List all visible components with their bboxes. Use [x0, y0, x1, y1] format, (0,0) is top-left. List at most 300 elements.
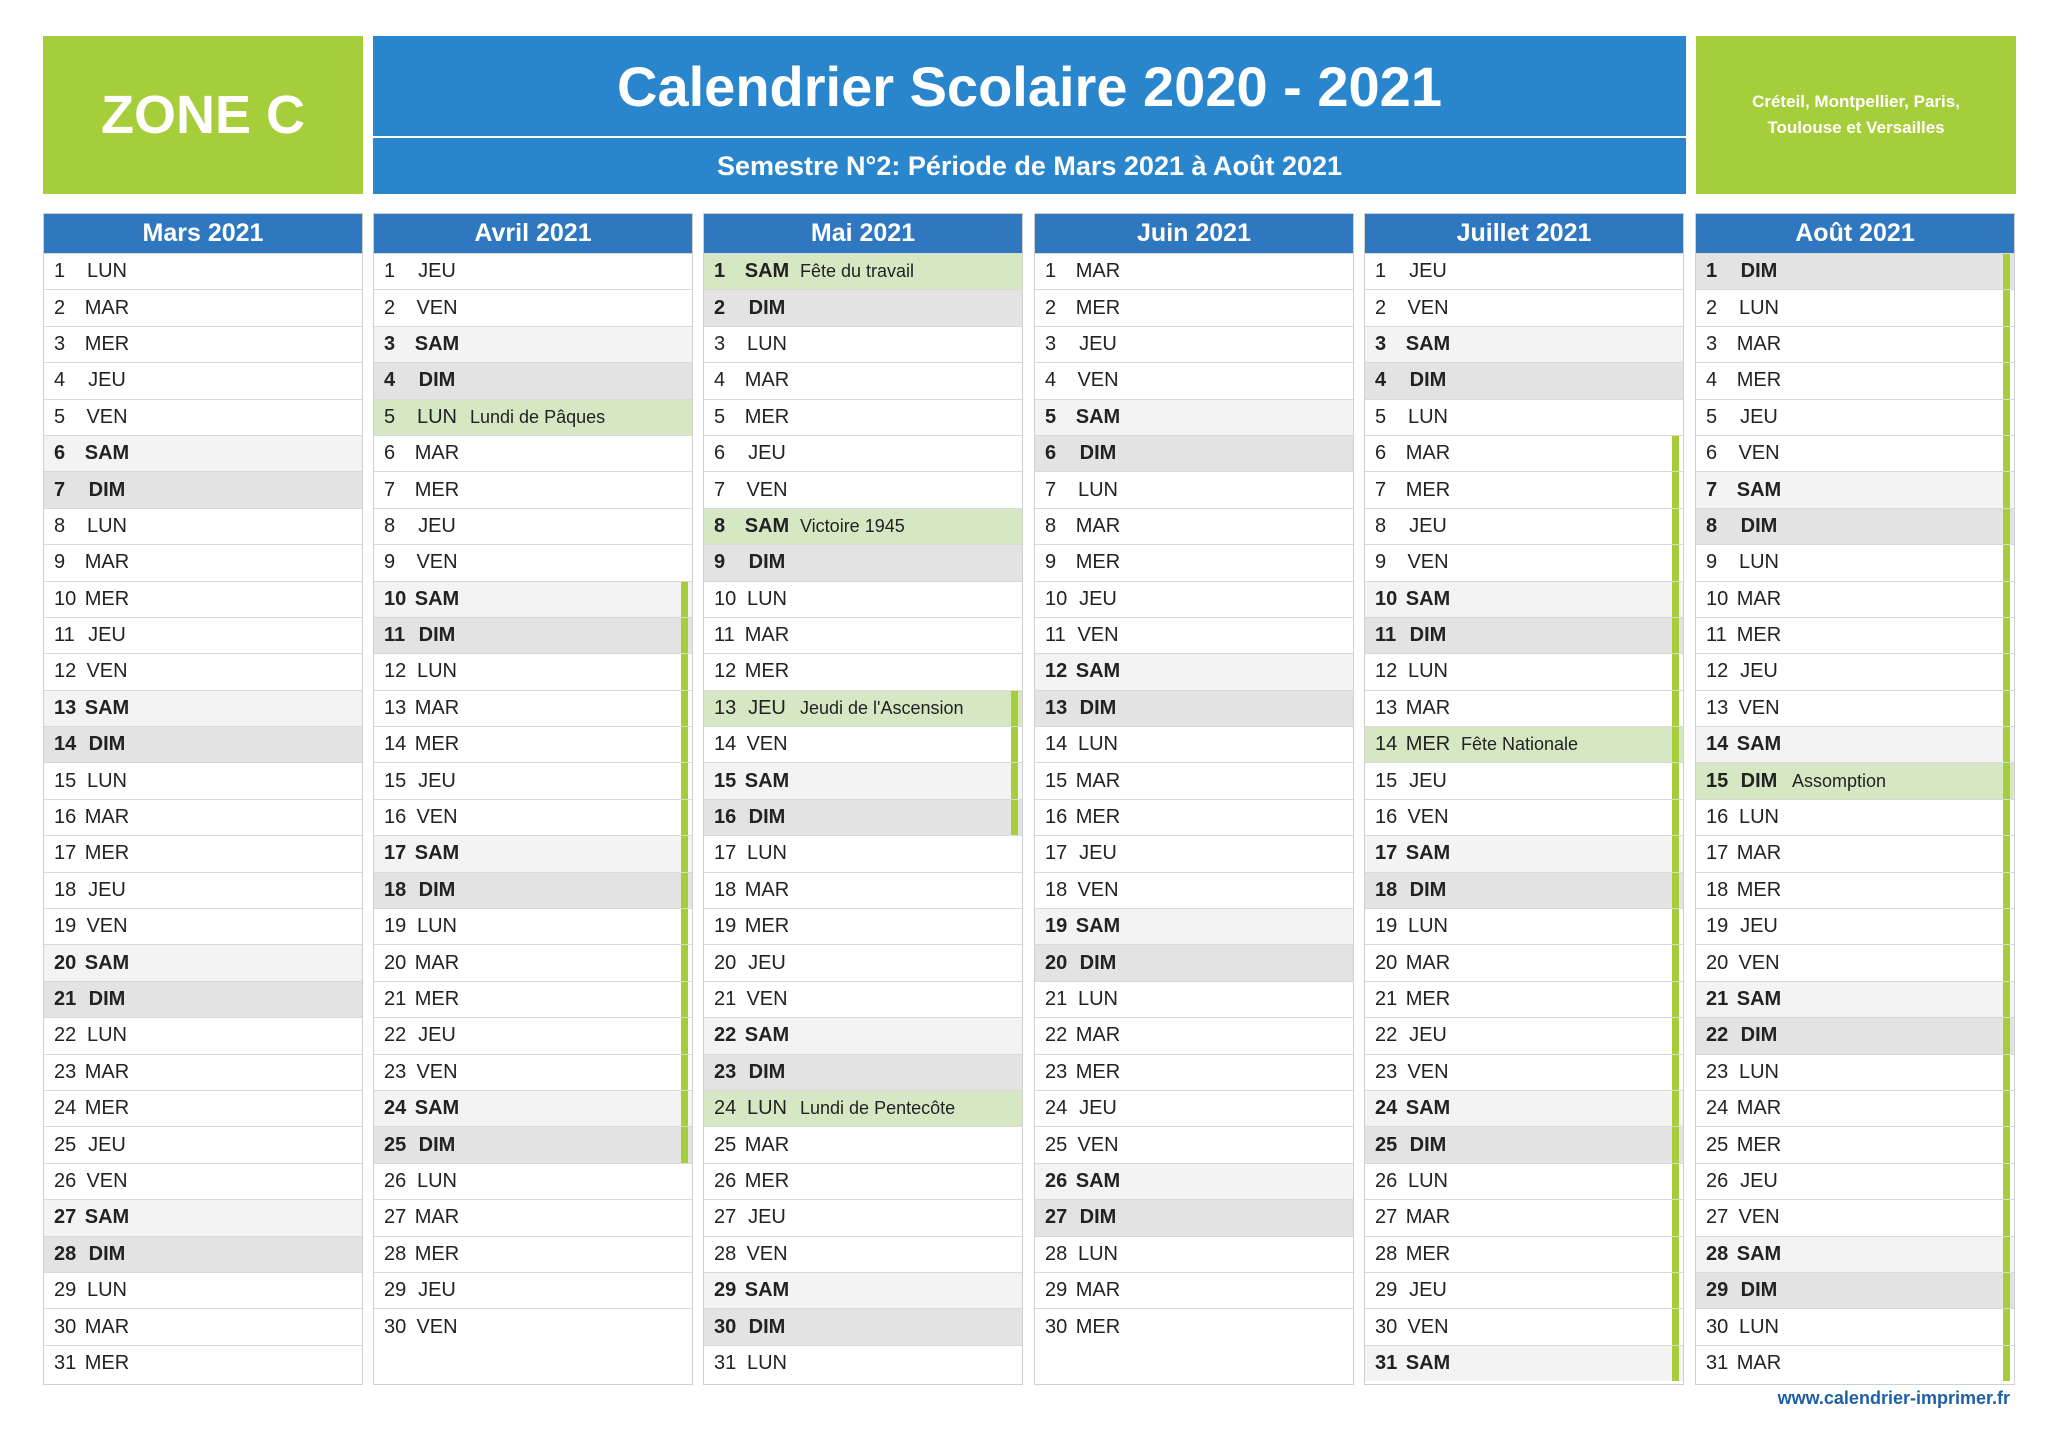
- holiday-label: Fête du travail: [800, 261, 915, 282]
- website-link[interactable]: www.calendrier-imprimer.fr: [1777, 1388, 2010, 1408]
- day-row: [1365, 471, 1683, 507]
- weekday-label: LUN: [746, 587, 787, 610]
- vacation-marker: [681, 582, 688, 617]
- weekday-label: MAR: [1736, 332, 1782, 355]
- day-row: [1365, 1199, 1683, 1235]
- weekday-label: DIM: [1740, 1279, 1778, 1302]
- weekday-label: MER: [1405, 733, 1451, 756]
- weekday-label: MAR: [1075, 769, 1121, 792]
- day-row: [704, 326, 1022, 362]
- day-number: 5: [1045, 405, 1057, 428]
- weekday-label: SAM: [414, 842, 460, 865]
- weekday-label: MAR: [744, 1133, 790, 1156]
- day-row: [1696, 508, 2014, 544]
- vacation-marker: [1672, 618, 1679, 653]
- day-number: 27: [1706, 1206, 1729, 1229]
- day-number: 16: [714, 806, 737, 829]
- day-row: [704, 399, 1022, 435]
- weekday-label: DIM: [418, 878, 456, 901]
- vacation-marker: [1672, 763, 1679, 798]
- day-row: [1696, 1308, 2014, 1344]
- day-number: 24: [714, 1097, 737, 1120]
- weekday-label: SAM: [1075, 660, 1121, 683]
- weekday-label: LUN: [86, 260, 127, 283]
- day-row: [1696, 435, 2014, 471]
- weekday-label: LUN: [746, 1351, 787, 1374]
- vacation-marker: [1672, 982, 1679, 1017]
- weekday-label: JEU: [1740, 405, 1778, 428]
- day-row: [1365, 289, 1683, 325]
- day-number: 19: [384, 915, 407, 938]
- day-row: [1696, 1272, 2014, 1308]
- weekday-label: JEU: [1409, 260, 1447, 283]
- day-number: 1: [1706, 260, 1718, 283]
- day-row: [1035, 253, 1353, 289]
- vacation-marker: [2003, 1055, 2010, 1090]
- holiday-label: Lundi de Pentecôte: [800, 1098, 956, 1119]
- vacation-marker: [1672, 1164, 1679, 1199]
- day-number: 18: [1706, 878, 1729, 901]
- day-number: 26: [714, 1169, 737, 1192]
- day-number: 27: [714, 1206, 737, 1229]
- day-row: [44, 726, 362, 762]
- weekday-label: LUN: [416, 660, 457, 683]
- day-number: 20: [384, 951, 407, 974]
- day-row: [44, 1017, 362, 1053]
- weekday-label: MAR: [84, 1315, 130, 1338]
- weekday-label: DIM: [88, 1242, 126, 1265]
- vacation-marker: [2003, 1309, 2010, 1344]
- day-row: [1365, 944, 1683, 980]
- vacation-marker: [681, 800, 688, 835]
- day-row: [374, 908, 692, 944]
- day-row: [44, 544, 362, 580]
- day-number: 27: [54, 1206, 77, 1229]
- vacation-marker: [1672, 836, 1679, 871]
- day-number: 7: [54, 478, 66, 501]
- weekday-label: MER: [84, 842, 130, 865]
- day-row: [374, 508, 692, 544]
- day-row: [1365, 653, 1683, 689]
- weekday-label: VEN: [416, 1060, 458, 1083]
- day-row: [374, 1236, 692, 1272]
- vacation-marker: [2003, 327, 2010, 362]
- weekday-label: JEU: [1079, 587, 1117, 610]
- weekday-label: VEN: [746, 733, 788, 756]
- day-row: [44, 253, 362, 289]
- vacation-marker: [1011, 691, 1018, 726]
- day-row: [374, 253, 692, 289]
- vacation-marker: [1672, 945, 1679, 980]
- day-number: 27: [384, 1206, 407, 1229]
- weekday-label: MER: [414, 1242, 460, 1265]
- weekday-label: MER: [744, 405, 790, 428]
- month-column: [1695, 213, 2015, 1385]
- weekday-label: LUN: [1738, 1315, 1779, 1338]
- day-row: [1365, 581, 1683, 617]
- day-row: [1696, 1163, 2014, 1199]
- weekday-label: JEU: [1409, 1279, 1447, 1302]
- day-row: [374, 471, 692, 507]
- day-row: [374, 981, 692, 1017]
- day-row: [44, 362, 362, 398]
- day-row: [374, 1272, 692, 1308]
- weekday-label: MER: [1736, 369, 1782, 392]
- day-row: [1365, 617, 1683, 653]
- day-row: [1696, 362, 2014, 398]
- day-row: [1365, 872, 1683, 908]
- day-row: [704, 581, 1022, 617]
- day-row: [704, 835, 1022, 871]
- vacation-marker: [2003, 254, 2010, 289]
- day-number: 22: [1045, 1024, 1068, 1047]
- day-row: [1035, 1199, 1353, 1235]
- day-row: [374, 1090, 692, 1126]
- day-row: [44, 581, 362, 617]
- weekday-label: VEN: [1738, 1206, 1780, 1229]
- day-number: 24: [1045, 1097, 1068, 1120]
- weekday-label: SAM: [84, 696, 130, 719]
- day-row: [374, 690, 692, 726]
- day-number: 11: [714, 624, 735, 647]
- day-number: 13: [1375, 696, 1398, 719]
- weekday-label: MER: [1736, 1133, 1782, 1156]
- day-number: 8: [384, 514, 396, 537]
- weekday-label: VEN: [746, 988, 788, 1010]
- month-column: [43, 213, 363, 1385]
- day-number: 14: [714, 733, 737, 756]
- day-row: [44, 508, 362, 544]
- vacation-marker: [2003, 1346, 2010, 1381]
- vacation-marker: [2003, 545, 2010, 580]
- weekday-label: MAR: [1075, 1024, 1121, 1047]
- vacation-marker: [2003, 945, 2010, 980]
- weekday-label: MAR: [1736, 587, 1782, 610]
- day-row: [704, 1054, 1022, 1090]
- day-number: 3: [54, 332, 66, 355]
- weekday-label: LUN: [86, 1279, 127, 1302]
- day-row: [1035, 1272, 1353, 1308]
- vacation-marker: [681, 1091, 688, 1126]
- day-number: 7: [1375, 478, 1387, 501]
- weekday-label: DIM: [1740, 769, 1778, 792]
- weekday-label: SAM: [1405, 587, 1451, 610]
- day-number: 15: [54, 769, 77, 792]
- weekday-label: SAM: [1736, 1242, 1782, 1265]
- vacation-marker: [681, 763, 688, 798]
- weekday-label: MER: [1075, 1315, 1121, 1338]
- weekday-label: DIM: [418, 369, 456, 392]
- weekday-label: JEU: [1409, 1024, 1447, 1047]
- weekday-label: MAR: [414, 1206, 460, 1229]
- day-row: [704, 653, 1022, 689]
- day-row: [374, 544, 692, 580]
- day-number: 2: [384, 296, 396, 319]
- day-row: [1696, 872, 2014, 908]
- vacation-marker: [1011, 800, 1018, 835]
- vacation-marker: [2003, 654, 2010, 689]
- day-number: 9: [1375, 551, 1387, 574]
- day-number: 31: [1375, 1351, 1398, 1374]
- day-row: [1365, 690, 1683, 726]
- weekday-label: MER: [1075, 551, 1121, 574]
- day-number: 10: [1045, 587, 1068, 610]
- vacation-marker: [681, 654, 688, 689]
- vacation-marker: [1672, 472, 1679, 507]
- day-row: [1696, 1126, 2014, 1162]
- day-row: [704, 944, 1022, 980]
- vacation-marker: [1672, 909, 1679, 944]
- weekday-label: VEN: [416, 551, 458, 574]
- weekday-label: VEN: [86, 405, 128, 428]
- day-number: 26: [1045, 1169, 1068, 1192]
- day-row: [1696, 1345, 2014, 1381]
- weekday-label: DIM: [1409, 369, 1447, 392]
- weekday-label: DIM: [1740, 1024, 1778, 1047]
- day-number: 20: [1706, 951, 1729, 974]
- vacation-marker: [681, 618, 688, 653]
- day-row: [1696, 1090, 2014, 1126]
- weekday-label: JEU: [418, 1024, 456, 1047]
- weekday-label: JEU: [748, 696, 786, 719]
- day-number: 9: [384, 551, 396, 574]
- day-row: [374, 1126, 692, 1162]
- weekday-label: DIM: [1740, 514, 1778, 537]
- day-row: [1365, 1163, 1683, 1199]
- vacation-marker: [2003, 290, 2010, 325]
- weekday-label: JEU: [1409, 514, 1447, 537]
- weekday-label: LUN: [1077, 988, 1118, 1010]
- day-number: 4: [54, 369, 66, 392]
- weekday-label: MER: [84, 587, 130, 610]
- day-row: [374, 799, 692, 835]
- day-number: 23: [1045, 1060, 1068, 1083]
- weekday-label: LUN: [1738, 806, 1779, 829]
- day-number: 31: [1706, 1351, 1729, 1374]
- day-number: 23: [714, 1060, 737, 1083]
- weekday-label: VEN: [1077, 369, 1119, 392]
- vacation-marker: [681, 873, 688, 908]
- weekday-label: MAR: [1405, 696, 1451, 719]
- vacation-marker: [1672, 1309, 1679, 1344]
- vacation-marker: [2003, 1164, 2010, 1199]
- day-row: [1696, 799, 2014, 835]
- weekday-label: DIM: [1079, 442, 1117, 465]
- weekday-label: JEU: [748, 1206, 786, 1229]
- weekday-label: LUN: [1738, 551, 1779, 574]
- day-row: [1365, 326, 1683, 362]
- day-number: 20: [1045, 951, 1068, 974]
- vacation-marker: [2003, 800, 2010, 835]
- day-number: 12: [1706, 660, 1729, 683]
- day-number: 2: [1706, 296, 1718, 319]
- day-row: [1696, 944, 2014, 980]
- weekday-label: JEU: [418, 769, 456, 792]
- day-number: 22: [1375, 1024, 1398, 1047]
- day-number: 2: [1375, 296, 1387, 319]
- day-number: 20: [1375, 951, 1398, 974]
- day-number: 4: [1706, 369, 1718, 392]
- day-number: 25: [54, 1133, 77, 1156]
- day-row: [1035, 508, 1353, 544]
- day-number: 14: [54, 733, 77, 756]
- day-number: 17: [1375, 842, 1398, 865]
- weekday-label: VEN: [86, 660, 128, 683]
- day-number: 30: [384, 1315, 407, 1338]
- day-number: 29: [1045, 1279, 1068, 1302]
- weekday-label: JEU: [1079, 842, 1117, 865]
- weekday-label: VEN: [1407, 1060, 1449, 1083]
- day-number: 21: [384, 988, 407, 1010]
- holiday-label: Fête Nationale: [1461, 734, 1579, 755]
- weekday-label: DIM: [1409, 1133, 1447, 1156]
- day-number: 6: [714, 442, 726, 465]
- weekday-label: MAR: [414, 696, 460, 719]
- vacation-marker: [2003, 400, 2010, 435]
- day-number: 8: [54, 514, 66, 537]
- vacation-marker: [681, 836, 688, 871]
- day-number: 16: [54, 806, 77, 829]
- vacation-marker: [2003, 436, 2010, 471]
- day-number: 6: [1375, 442, 1387, 465]
- day-number: 3: [1375, 332, 1387, 355]
- day-row: [1035, 326, 1353, 362]
- day-row: [1035, 1308, 1353, 1344]
- day-number: 13: [384, 696, 407, 719]
- weekday-label: MER: [84, 1351, 130, 1374]
- weekday-label: LUN: [1738, 296, 1779, 319]
- day-number: 18: [714, 878, 737, 901]
- day-row: [704, 1272, 1022, 1308]
- day-number: 13: [714, 696, 737, 719]
- weekday-label: DIM: [418, 1133, 456, 1156]
- weekday-label: MAR: [1736, 842, 1782, 865]
- weekday-label: MAR: [1075, 514, 1121, 537]
- weekday-label: VEN: [86, 1169, 128, 1192]
- weekday-label: LUN: [746, 842, 787, 865]
- month-header: Juillet 2021: [1365, 214, 1683, 253]
- day-number: 7: [384, 478, 396, 501]
- weekday-label: JEU: [418, 1279, 456, 1302]
- weekday-label: VEN: [1407, 1315, 1449, 1338]
- day-row: [1365, 253, 1683, 289]
- day-number: 29: [384, 1279, 407, 1302]
- vacation-marker: [2003, 618, 2010, 653]
- day-number: 12: [1375, 660, 1398, 683]
- day-number: 13: [1706, 696, 1729, 719]
- month-column: [1364, 213, 1684, 1385]
- weekday-label: VEN: [1077, 1133, 1119, 1156]
- day-row: [704, 435, 1022, 471]
- weekday-label: DIM: [748, 551, 786, 574]
- weekday-label: DIM: [418, 624, 456, 647]
- day-row: [1696, 581, 2014, 617]
- day-row: [44, 690, 362, 726]
- weekday-label: LUN: [86, 1024, 127, 1047]
- day-row: [1365, 981, 1683, 1017]
- vacation-marker: [1672, 436, 1679, 471]
- day-row: [1035, 1236, 1353, 1272]
- day-row: [704, 253, 1022, 289]
- day-row: [1365, 762, 1683, 798]
- day-number: 28: [54, 1242, 77, 1265]
- day-number: 30: [714, 1315, 737, 1338]
- weekday-label: LUN: [1407, 405, 1448, 428]
- day-number: 28: [1706, 1242, 1729, 1265]
- day-row: [44, 944, 362, 980]
- weekday-label: MAR: [414, 442, 460, 465]
- day-row: [44, 1272, 362, 1308]
- day-number: 15: [1045, 769, 1068, 792]
- day-number: 22: [54, 1024, 77, 1047]
- day-row: [374, 762, 692, 798]
- vacation-marker: [2003, 1127, 2010, 1162]
- day-number: 19: [1375, 915, 1398, 938]
- weekday-label: MER: [1405, 478, 1451, 501]
- weekday-label: JEU: [1740, 1169, 1778, 1192]
- day-row: [704, 1199, 1022, 1235]
- vacation-marker: [1672, 691, 1679, 726]
- day-row: [1035, 617, 1353, 653]
- day-number: 10: [384, 587, 407, 610]
- weekday-label: SAM: [1075, 1169, 1121, 1192]
- day-row: [44, 908, 362, 944]
- weekday-label: JEU: [418, 514, 456, 537]
- day-number: 12: [714, 660, 737, 683]
- day-row: [374, 944, 692, 980]
- month-column: [1034, 213, 1354, 1385]
- weekday-label: JEU: [88, 369, 126, 392]
- day-number: 16: [1706, 806, 1729, 829]
- vacation-marker: [1672, 1091, 1679, 1126]
- day-number: 21: [714, 988, 737, 1010]
- day-number: 31: [54, 1351, 77, 1374]
- weekday-label: JEU: [1079, 1097, 1117, 1120]
- day-number: 26: [1375, 1169, 1398, 1192]
- weekday-label: VEN: [1407, 806, 1449, 829]
- weekday-label: JEU: [1079, 332, 1117, 355]
- weekday-label: JEU: [88, 624, 126, 647]
- day-number: 18: [384, 878, 407, 901]
- day-number: 15: [1706, 769, 1729, 792]
- month-header: Mars 2021: [44, 214, 362, 253]
- weekday-label: VEN: [1738, 442, 1780, 465]
- weekday-label: DIM: [1409, 624, 1447, 647]
- day-row: [44, 471, 362, 507]
- day-number: 7: [1045, 478, 1057, 501]
- day-row: [44, 1236, 362, 1272]
- day-row: [1696, 653, 2014, 689]
- day-row: [374, 1163, 692, 1199]
- weekday-label: LUN: [1077, 478, 1118, 501]
- weekday-label: MAR: [1405, 442, 1451, 465]
- day-row: [374, 326, 692, 362]
- weekday-label: MER: [744, 915, 790, 938]
- day-row: [704, 289, 1022, 325]
- day-row: [1035, 981, 1353, 1017]
- weekday-label: SAM: [1075, 915, 1121, 938]
- day-row: [374, 1054, 692, 1090]
- weekday-label: DIM: [748, 1060, 786, 1083]
- weekday-label: VEN: [1407, 296, 1449, 319]
- day-number: 29: [1375, 1279, 1398, 1302]
- vacation-marker: [1011, 763, 1018, 798]
- vacation-marker: [681, 1127, 688, 1162]
- day-row: [44, 435, 362, 471]
- vacation-marker: [2003, 582, 2010, 617]
- day-number: 4: [1045, 369, 1057, 392]
- weekday-label: DIM: [88, 988, 126, 1010]
